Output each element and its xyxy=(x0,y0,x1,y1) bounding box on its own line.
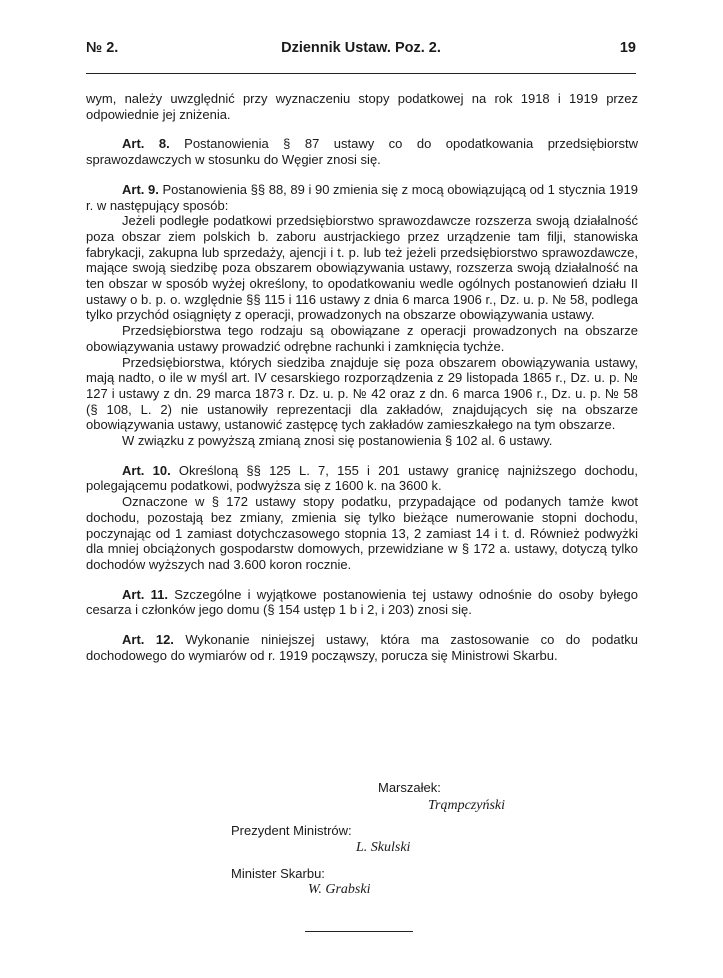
article-label: Art. 10. xyxy=(122,462,171,478)
treasury-minister-signature: W. Grabski xyxy=(308,882,371,897)
article-label: Art. 8. xyxy=(122,136,170,152)
article-8 xyxy=(86,136,638,167)
paragraph-text: Określoną §§ 125 L. 7, 155 i 201 ustawy granicę najniższego dochodu, polegającemu podatkowi, podwyższa się z 1600 k. na 3600 k. xyxy=(86,462,638,494)
treasury-minister-title: Minister Skarbu: xyxy=(231,866,325,881)
paragraph-text: Oznaczone w § 172 ustawy stopy podatku, przypadające od podanych tamże kwot dochodu, pozostają bez zmiany, zmienia się tylko bieżące numerowanie stopni dochodu, poczynając od 1 zamiast dotychczasowego stopnia 13, 2 zamiast 14 i t. d. Również podwyżki dla mniej obciążonych gospodarstw domowych, przewidziane w § 172 a. ustawy, dotyczą tylko dochodów wyższych nad 3.600 koron rocznie. xyxy=(86,494,638,572)
paragraph xyxy=(86,323,638,354)
paragraph-text: W związku z powyższą zmianą znosi się postanowienia § 102 al. 6 ustawy. xyxy=(122,433,553,449)
article-label: Art. 9. xyxy=(122,181,159,197)
paragraph xyxy=(86,433,638,449)
paragraph-text: Przedsiębiorstwa, których siedziba znajduje się poza obszarem obowiązywania ustawy, mają nadto, o ile w myśl art. IV cesarskiego rozporządzenia z 29 listopada 1865 r., Dz. u. p. № 127 i ustawy z dn. 29 marca 1873 r. Dz. u. p. № 42 oraz z dn. 6 marca 1906 r., Dz. u. p. № 58 (§ 108, L. 2) nie ustanowiły reprezentacji dla zakładów, znajdujących się na obszarze obowiązywania ustawy, ustanowić zastępcę tych zakładów zamieszkałego na tym obszarze. xyxy=(86,354,638,433)
paragraph xyxy=(86,91,638,122)
paragraph-text: Wykonanie niniejszej ustawy, która ma zastosowanie co do podatku dochodowego do wymiarów od r. 1919 począwszy, porucza się Ministrowi Skarbu. xyxy=(86,632,638,663)
paragraph-text: Postanowienia §§ 88, 89 i 90 zmienia się z mocą obowiązującą od 1 stycznia 1919 r. w następujący sposób: xyxy=(86,181,638,213)
issue-number: № 2. xyxy=(86,40,119,56)
paragraph xyxy=(86,213,638,323)
marshal-signature: Trąmpczyński xyxy=(428,798,505,813)
paragraph xyxy=(86,494,638,573)
paragraph-text: Postanowienia § 87 ustawy co do opodatkowania przedsiębiorstw sprawozdawczych w stosunku do Węgier znosi się. xyxy=(86,136,639,168)
paragraph xyxy=(86,355,638,434)
header-rule xyxy=(86,73,636,74)
page-header xyxy=(86,40,636,64)
paragraph-text: Przedsiębiorstwa tego rodzaju są obowiązane z operacji prowadzonych na obszarze obowiązywania ustawy prowadzić odrębne rachunki i zamknięcia tychże. xyxy=(86,323,638,354)
paragraph-text: Szczególne i wyjątkowe postanowienia tej ustawy odnośnie do osoby byłego cesarza i członków jego domu (§ 154 ustęp 1 b i 2, i 203) znosi się. xyxy=(86,586,638,618)
article-9 xyxy=(86,182,638,213)
paragraph-text: wym, należy uwzględnić przy wyznaczeniu stopy podatkowej na rok 1918 i 1919 przez odpowiednie jej zniżenia. xyxy=(86,91,638,122)
paragraph-text: Jeżeli podległe podatkowi przedsiębiorstwo sprawozdawcze rozszerza swoją działalność poza obszar ziem polskich b. zaboru austrjackiego przez urządzenie tam filji, stanowiska fabrykacji, zakupna lub sprzedaży, ajencji i t. p. lub też jeżeli przedsiębiorstwo sprawozdawcze, mające swoją siedzibę poza obszarem obowiązywania ustawy, rozszerza swoją działalność na ten obszar w sposób wyżej określony, to opodatkowaniu wedle ogólnych postanowień działu II ustawy o b. p. o. względnie §§ 115 i 116 ustawy z dnia 6 marca 1906 r., Dz. u. p. № 58, podlega tylko przychód osiągnięty z operacji, prowadzonych na obszarze obowiązywania ustawy. xyxy=(86,213,638,323)
article-10 xyxy=(86,463,638,494)
document-body xyxy=(86,91,638,664)
prime-minister-signature: L. Skulski xyxy=(356,840,411,855)
article-label: Art. 11. xyxy=(122,586,168,602)
closing-rule xyxy=(305,931,413,932)
page-number: 19 xyxy=(619,40,636,56)
article-11 xyxy=(86,587,638,618)
marshal-title: Marszałek: xyxy=(378,780,441,795)
article-label: Art. 12. xyxy=(122,632,174,648)
journal-title: Dziennik Ustaw. Poz. 2. xyxy=(281,40,441,56)
prime-minister-title: Prezydent Ministrów: xyxy=(231,823,352,838)
article-12 xyxy=(86,632,638,663)
